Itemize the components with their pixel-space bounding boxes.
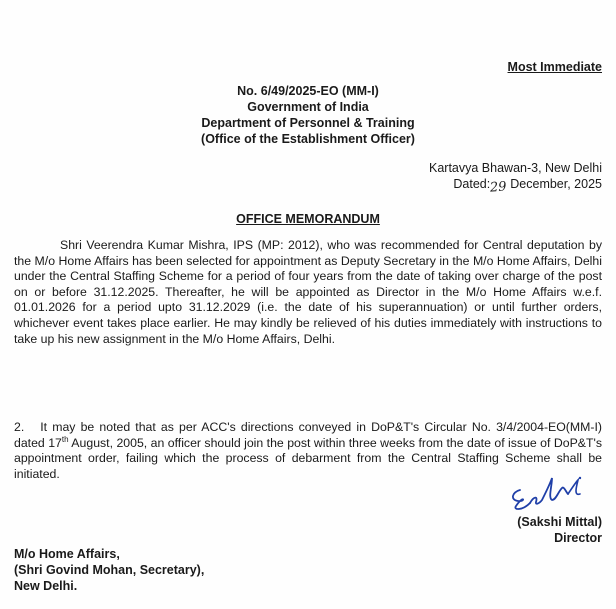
- handwritten-signature: [506, 470, 588, 512]
- office-line: (Office of the Establishment Officer): [201, 132, 415, 146]
- dated-label: Dated:: [453, 177, 491, 191]
- recipient-block: [14, 546, 204, 594]
- signatory-designation: Director: [554, 531, 602, 545]
- place-line: Kartavya Bhawan-3, New Delhi: [429, 161, 602, 175]
- government-line: Government of India: [247, 100, 369, 114]
- recipient-line-3: New Delhi.: [14, 579, 78, 593]
- paragraph-2-superscript: th: [61, 434, 69, 444]
- letterhead: [0, 83, 616, 147]
- recipient-line-1: M/o Home Affairs,: [14, 547, 120, 561]
- paragraph-2-number: 2.: [14, 420, 25, 434]
- paragraph-1: Shri Veerendra Kumar Mishra, IPS (MP: 2012), who was recommended for Central deputation by the M/o Home Affairs has been selected for appointment as Deputy Secretary in the M/o Home Affairs, Delhi under the Central Staffing Scheme for a period of four years from the date of taking over charge of the post on or before 31.12.2025. Thereafter, he will be appointed as Director in the M/o Home Affairs w.e.f. 01.01.2026 for a period upto 31.12.2029 (i.e. the date of his superannuation) or until further orders, whichever event takes place earlier. He may kindly be relieved of his duties immediately with instructions to take up his new assignment in the M/o Home Affairs, Delhi.: [14, 238, 602, 346]
- dated-month-year: December, 2025: [510, 177, 602, 191]
- recipient-line-2: (Shri Govind Mohan, Secretary),: [14, 563, 205, 577]
- file-number: No. 6/49/2025-EO (MM-I): [237, 84, 379, 98]
- memo-title: OFFICE MEMORANDUM: [236, 212, 380, 226]
- department-line: Department of Personnel & Training: [201, 116, 415, 130]
- signatory-block: [517, 514, 602, 546]
- place-and-date: [429, 160, 602, 196]
- signatory-name: (Sakshi Mittal): [517, 515, 602, 529]
- urgency-label: Most Immediate: [507, 60, 602, 74]
- paragraph-2-text-a: It may be noted that as per ACC's directions conveyed in DoP&T's Circular No. 3/4/2004-EO(MM-I) dated 17: [14, 420, 602, 450]
- paragraph-2-text-b: August, 2005, an officer should join the post within three weeks from the date of issue of DoP&T's appointment order, failing which the process of debarment from the Central Staffing Scheme shall be initiated.: [14, 435, 602, 481]
- date-line: [429, 176, 602, 196]
- handwritten-day: 29: [489, 179, 508, 196]
